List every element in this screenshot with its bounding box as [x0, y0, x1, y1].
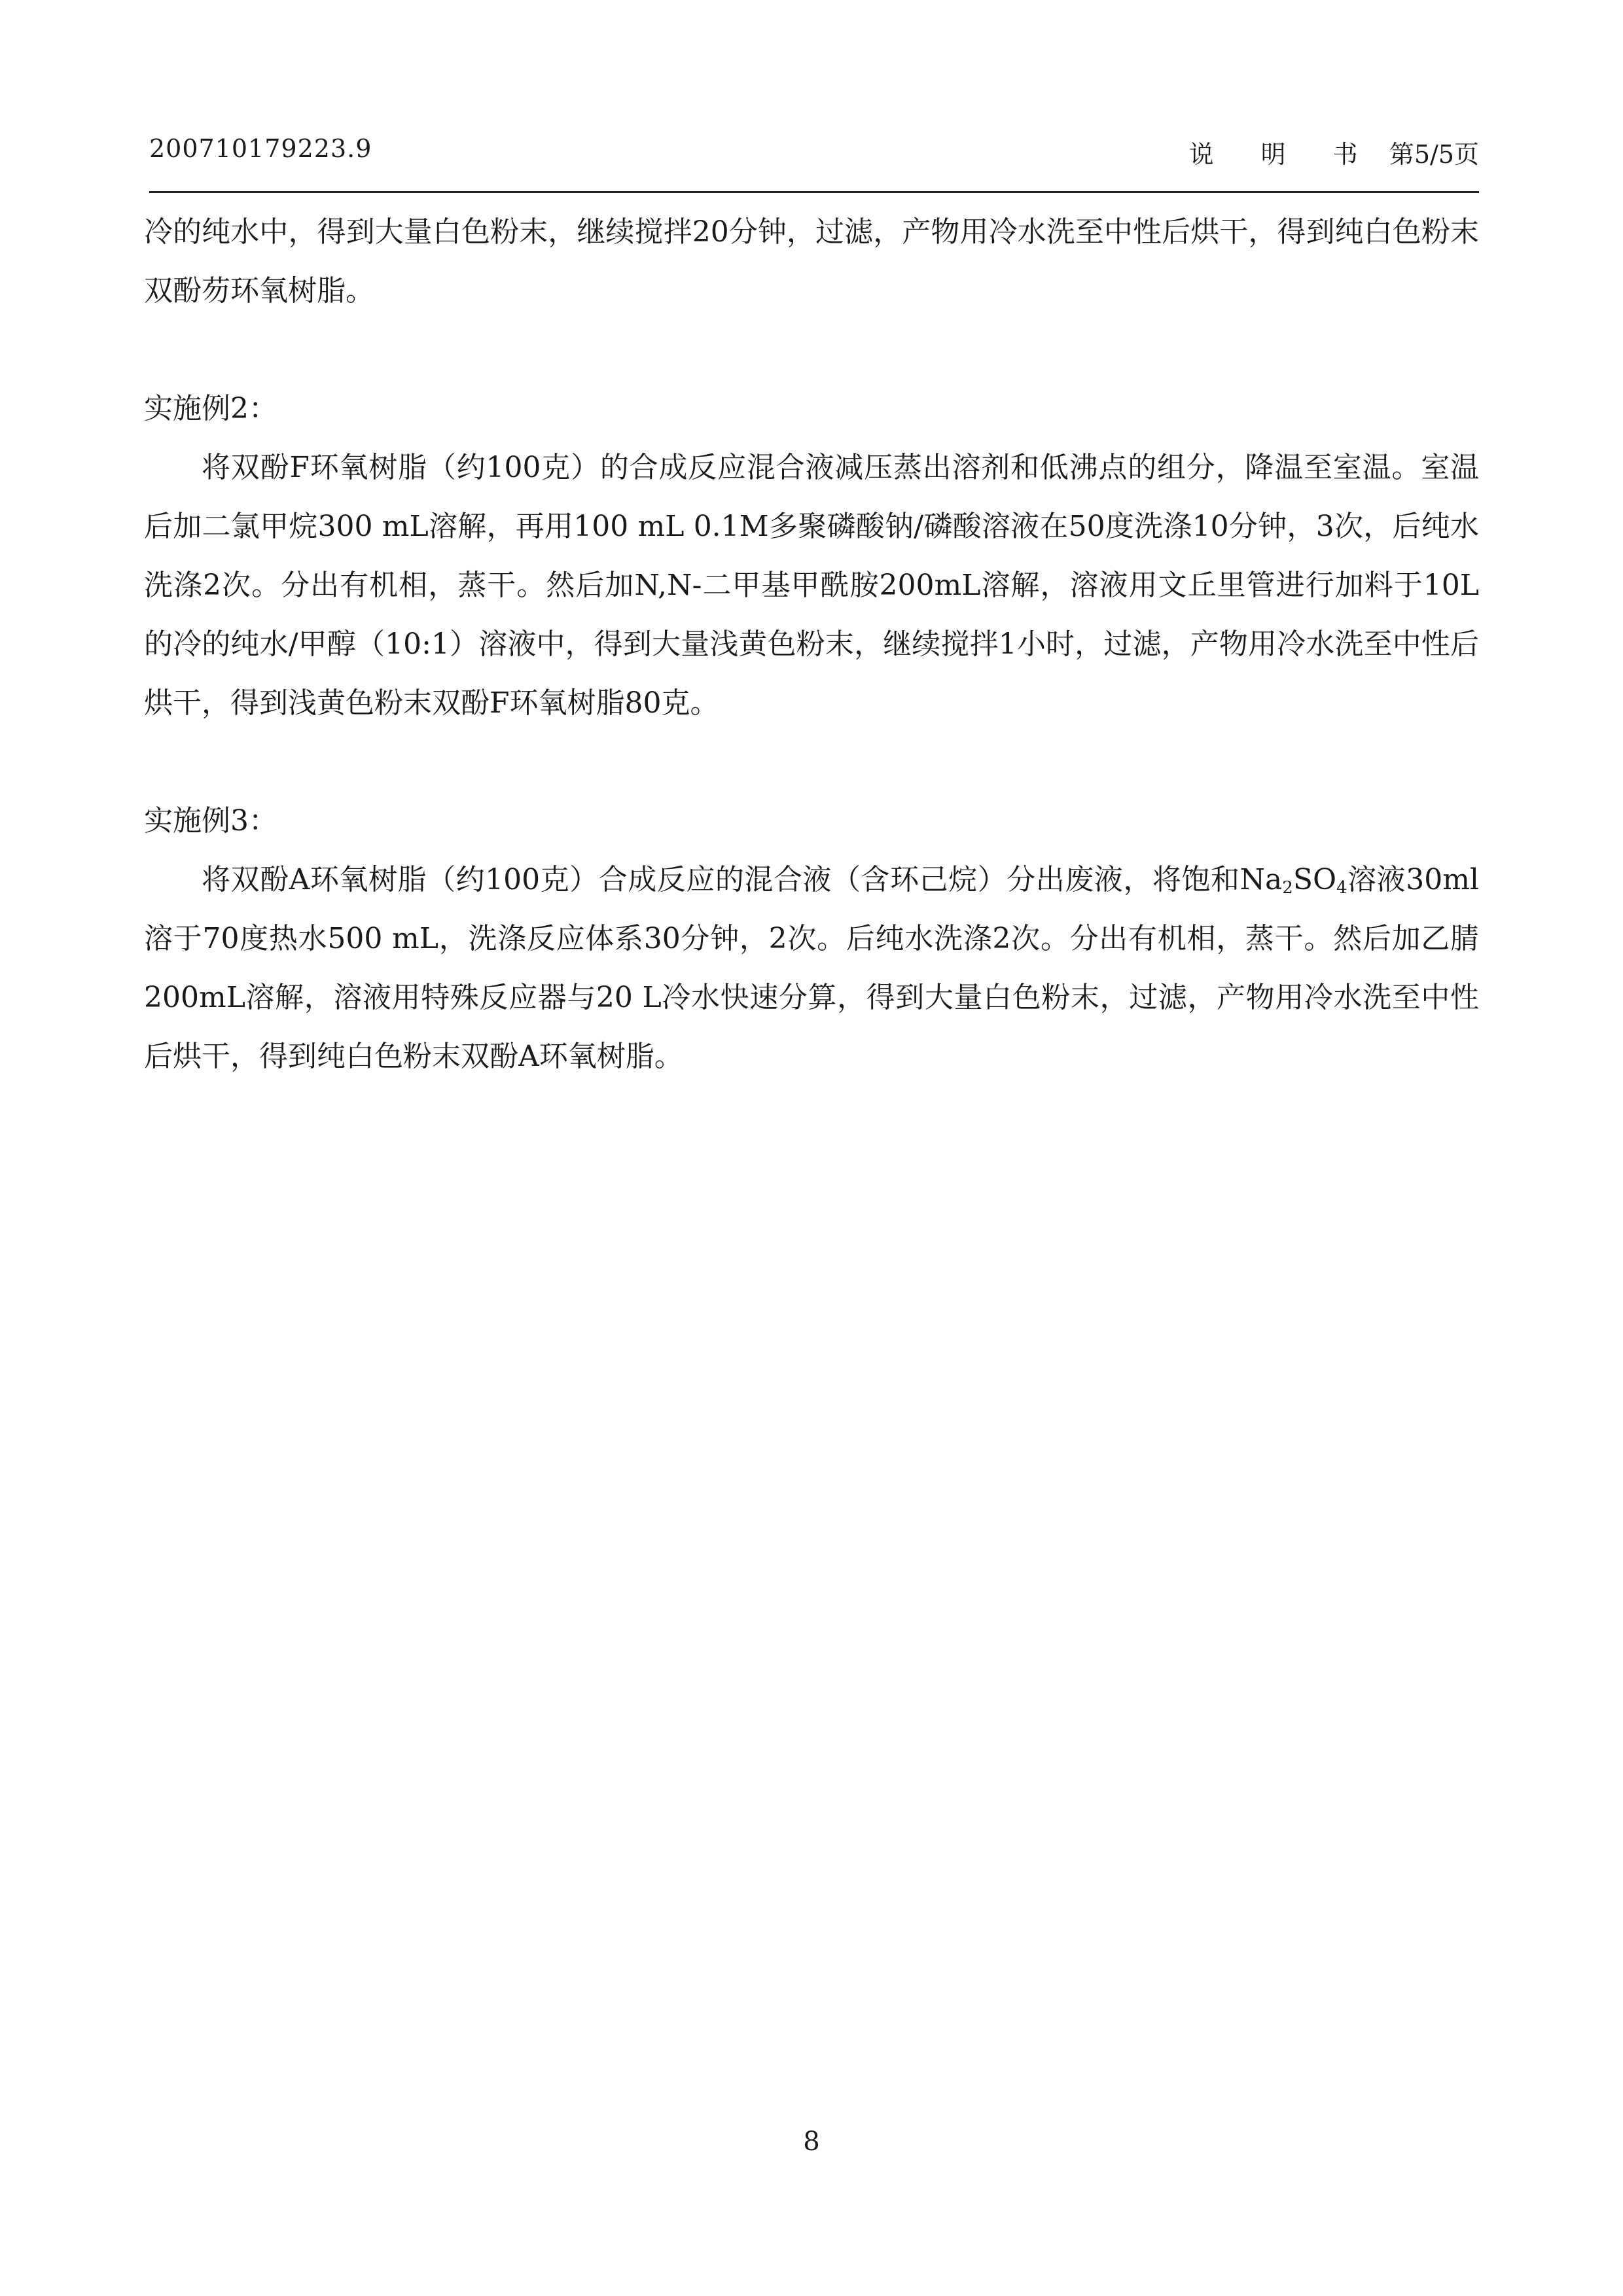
- formula-na: Na: [1240, 863, 1283, 896]
- example-3-text-part-1: 将双酚A环氧树脂（约100克）合成反应的混合液（含环己烷）分出废液，将饱和: [202, 863, 1240, 896]
- document-title-and-page: [1189, 134, 1479, 170]
- sodium-sulfate-formula: [1240, 863, 1347, 896]
- example-3-paragraph: [144, 851, 1479, 1086]
- page-label: 第5/5页: [1389, 140, 1479, 169]
- formula-so: SO: [1293, 863, 1337, 896]
- document-title: 说 明 书: [1188, 140, 1378, 169]
- example-2-paragraph: 将双酚F环氧树脂（约100克）的合成反应混合液减压蒸出溶剂和低沸点的组分，降温至室温。室温后加二氯甲烷300 mL溶解，再用100 mL 0.1M多聚磷酸钠/磷酸溶液在50度洗涤10分钟，3次，后纯水洗涤2次。分出有机相，蒸干。然后加N,N-二甲基甲酰胺200mL溶解，溶液用文丘里管进行加料于10L的冷的纯水/甲醇（10:1）溶液中，得到大量浅黄色粉末，继续搅拌1小时，过滤，产物用冷水洗至中性后烘干，得到浅黄色粉末双酚F环氧树脂80克。: [144, 451, 1479, 720]
- application-number: 200710179223.9: [149, 134, 372, 163]
- example-3-heading: 实施例3：: [144, 804, 277, 838]
- section-spacer: [144, 321, 1479, 380]
- document-body: [144, 203, 1479, 1086]
- section-spacer: [144, 733, 1479, 792]
- page-number: 8: [803, 2127, 820, 2157]
- formula-na-subscript: 2: [1282, 878, 1293, 898]
- header-divider: [149, 191, 1479, 193]
- example-3-text-part-2: 溶液30ml溶于70度热水500 mL，洗涤反应体系30分钟，2次。后纯水洗涤2次。分出有机相，蒸干。然后加乙腈200mL溶解，溶液用特殊反应器与20 L冷水快速分算，得到大量白色粉末，过滤，产物用冷水洗至中性后烘干，得到纯白色粉末双酚A环氧树脂。: [144, 863, 1479, 1073]
- example-2-heading: 实施例2：: [144, 392, 277, 425]
- page-header: [149, 134, 1479, 173]
- formula-so-subscript: 4: [1336, 878, 1347, 898]
- continuation-paragraph: 冷的纯水中，得到大量白色粉末，继续搅拌20分钟，过滤，产物用冷水洗至中性后烘干，得到纯白色粉末双酚芴环氧树脂。: [144, 215, 1479, 308]
